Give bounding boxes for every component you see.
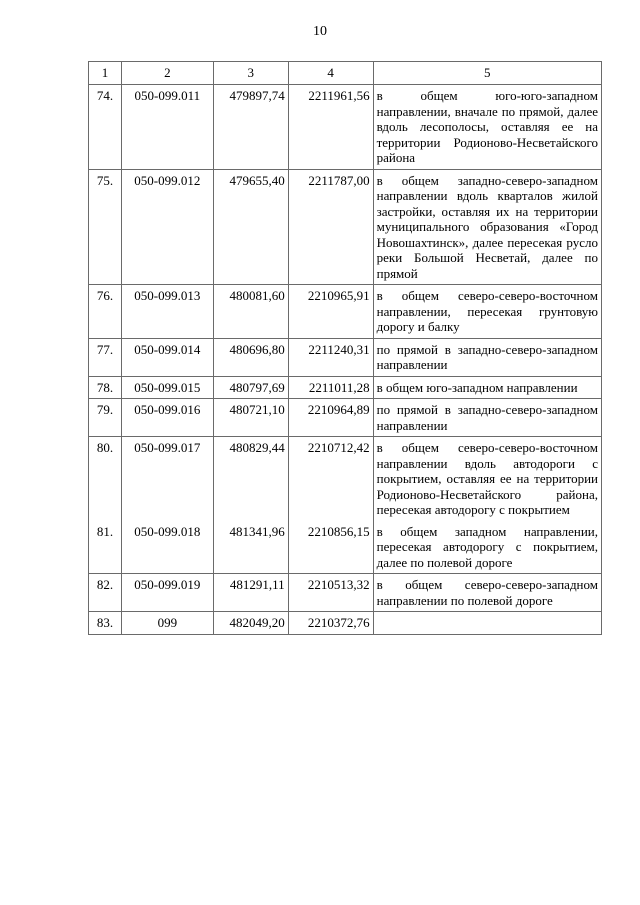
point-code: 099 — [121, 612, 213, 635]
table-row — [89, 399, 602, 437]
row-number: 77. — [89, 338, 122, 376]
boundary-description: в общем северо-северо-восточном направлении, пересекая грунтовую дорогу и балку — [373, 285, 601, 339]
point-code: 050-099.019 — [121, 574, 213, 612]
coordinate-x: 480829,44 — [213, 437, 288, 521]
row-number: 79. — [89, 399, 122, 437]
point-code: 050-099.014 — [121, 338, 213, 376]
table-header-row — [89, 62, 602, 85]
table-row — [89, 612, 602, 635]
boundary-description: в общем западном направлении, пересекая автодорогу с покрытием, далее по полевой дороге — [373, 521, 601, 574]
coordinate-y: 2210856,15 — [288, 521, 373, 574]
table-row — [89, 437, 602, 521]
row-number: 78. — [89, 376, 122, 399]
boundary-description: в общем юго-западном направлении — [373, 376, 601, 399]
boundary-description: в общем юго-юго-западном направлении, вначале по прямой, далее вдоль лесополосы, оставляя ее на территории Родионово-Несветайского района — [373, 85, 601, 170]
boundary-description: по прямой в западно-северо-западном направлении — [373, 399, 601, 437]
table-row — [89, 376, 602, 399]
point-code: 050-099.015 — [121, 376, 213, 399]
table-row — [89, 521, 602, 574]
header-col-2: 2 — [121, 62, 213, 85]
row-number: 83. — [89, 612, 122, 635]
coordinate-y: 2210965,91 — [288, 285, 373, 339]
point-code: 050-099.018 — [121, 521, 213, 574]
table-row — [89, 169, 602, 285]
point-code: 050-099.011 — [121, 85, 213, 170]
row-number: 82. — [89, 574, 122, 612]
coordinate-y: 2211787,00 — [288, 169, 373, 285]
table-row — [89, 285, 602, 339]
point-code: 050-099.012 — [121, 169, 213, 285]
point-code: 050-099.017 — [121, 437, 213, 521]
header-col-1: 1 — [89, 62, 122, 85]
coordinate-x: 479655,40 — [213, 169, 288, 285]
page-number: 10 — [313, 24, 327, 39]
row-number: 75. — [89, 169, 122, 285]
boundary-coordinates-table — [88, 61, 602, 635]
coordinate-x: 480721,10 — [213, 399, 288, 437]
boundary-description: в общем северо-северо-восточном направлении вдоль автодороги с покрытием, оставляя ее на территории Родионово-Несветайского района, пересекая автодорогу с покрытием — [373, 437, 601, 521]
coordinate-y: 2211240,31 — [288, 338, 373, 376]
coordinate-y: 2210372,76 — [288, 612, 373, 635]
coordinate-y: 2211011,28 — [288, 376, 373, 399]
boundary-description: в общем северо-северо-западном направлении по полевой дороге — [373, 574, 601, 612]
boundary-description — [373, 612, 601, 635]
coordinate-y: 2210513,32 — [288, 574, 373, 612]
coordinate-x: 480696,80 — [213, 338, 288, 376]
coordinate-x: 481291,11 — [213, 574, 288, 612]
row-number: 80. — [89, 437, 122, 521]
boundary-description: в общем западно-северо-западном направлении вдоль кварталов жилой застройки, оставляя их на территории муниципального образования «Город Новошахтинск», далее пересекая русло реки Большой Несветай, далее по прямой — [373, 169, 601, 285]
table-row — [89, 85, 602, 170]
header-col-4: 4 — [288, 62, 373, 85]
coordinate-x: 481341,96 — [213, 521, 288, 574]
coordinate-x: 480797,69 — [213, 376, 288, 399]
coordinate-x: 482049,20 — [213, 612, 288, 635]
header-col-3: 3 — [213, 62, 288, 85]
coordinate-x: 480081,60 — [213, 285, 288, 339]
point-code: 050-099.013 — [121, 285, 213, 339]
row-number: 81. — [89, 521, 122, 574]
coordinate-y: 2211961,56 — [288, 85, 373, 170]
table-row — [89, 338, 602, 376]
point-code: 050-099.016 — [121, 399, 213, 437]
boundary-description: по прямой в западно-северо-западном направлении — [373, 338, 601, 376]
row-number: 76. — [89, 285, 122, 339]
row-number: 74. — [89, 85, 122, 170]
coordinate-y: 2210712,42 — [288, 437, 373, 521]
coordinate-y: 2210964,89 — [288, 399, 373, 437]
header-col-5: 5 — [373, 62, 601, 85]
coordinate-x: 479897,74 — [213, 85, 288, 170]
table-row — [89, 574, 602, 612]
